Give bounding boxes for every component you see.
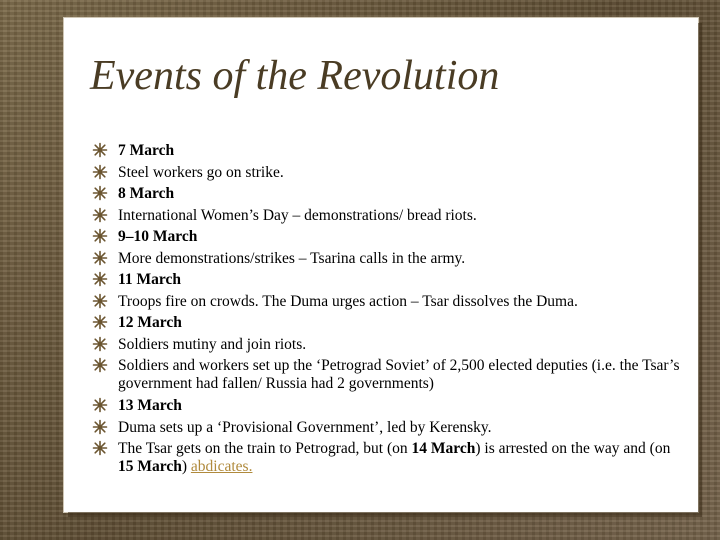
starburst-bullet-icon bbox=[92, 336, 108, 352]
slide-title: Events of the Revolution bbox=[90, 53, 500, 99]
bullet-text: Soldiers and workers set up the ‘Petrograd Soviet’ of 2,500 elected deputies (i.e. the Tsar’s government had fallen/ Russia had 2 governments) bbox=[118, 357, 680, 392]
starburst-bullet-icon bbox=[92, 357, 108, 373]
bullet-date: 9–10 March bbox=[118, 228, 198, 245]
starburst-bullet-icon bbox=[92, 440, 108, 456]
starburst-bullet-icon bbox=[92, 207, 108, 223]
bullet-date: 15 March bbox=[118, 458, 182, 475]
bullet-date: 7 March bbox=[118, 142, 175, 159]
starburst-bullet-icon bbox=[92, 228, 108, 244]
bullet-date: 8 March bbox=[118, 185, 175, 202]
list-item bbox=[90, 162, 680, 184]
bullet-text: Duma sets up a ‘Provisional Government’, led by Kerensky. bbox=[118, 418, 492, 436]
bullet-text: Soldiers mutiny and join riots. bbox=[118, 335, 307, 353]
list-item bbox=[90, 417, 680, 439]
bullet-date: 13 March bbox=[118, 397, 182, 414]
starburst-bullet-icon bbox=[92, 185, 108, 201]
starburst-bullet-icon bbox=[92, 142, 108, 158]
bullet-date: 11 March bbox=[118, 271, 181, 288]
bullet-text-part: The Tsar gets on the train to Petrograd, but (on bbox=[118, 440, 412, 457]
starburst-bullet-icon bbox=[92, 271, 108, 287]
slide bbox=[64, 18, 698, 512]
list-item bbox=[90, 438, 680, 478]
list-item bbox=[90, 312, 680, 334]
starburst-bullet-icon bbox=[92, 164, 108, 180]
list-item bbox=[90, 355, 680, 395]
bullet-text: International Women’s Day – demonstrations/ bread riots. bbox=[118, 206, 477, 224]
starburst-bullet-icon bbox=[92, 293, 108, 309]
list-item bbox=[90, 226, 680, 248]
bullet-date: 12 March bbox=[118, 314, 182, 331]
list-item bbox=[90, 269, 680, 291]
list-item bbox=[90, 205, 680, 227]
list-item bbox=[90, 395, 680, 417]
list-item bbox=[90, 140, 680, 162]
starburst-bullet-icon bbox=[92, 397, 108, 413]
starburst-bullet-icon bbox=[92, 419, 108, 435]
bullet-text: Troops fire on crowds. The Duma urges action – Tsar dissolves the Duma. bbox=[118, 292, 578, 310]
list-item bbox=[90, 248, 680, 270]
bullet-text-part: ) bbox=[181, 458, 191, 475]
starburst-bullet-icon bbox=[92, 314, 108, 330]
bullet-text: More demonstrations/strikes – Tsarina calls in the army. bbox=[118, 249, 466, 267]
starburst-bullet-icon bbox=[92, 250, 108, 266]
list-item bbox=[90, 334, 680, 356]
abdicates-link[interactable]: abdicates. bbox=[190, 458, 253, 475]
list-item bbox=[90, 291, 680, 313]
bullet-date: 14 March bbox=[411, 440, 476, 457]
bullet-list bbox=[90, 140, 680, 478]
bullet-text-part: ) is arrested on the way and (on bbox=[475, 440, 671, 457]
bullet-text: Steel workers go on strike. bbox=[118, 163, 284, 181]
list-item bbox=[90, 183, 680, 205]
